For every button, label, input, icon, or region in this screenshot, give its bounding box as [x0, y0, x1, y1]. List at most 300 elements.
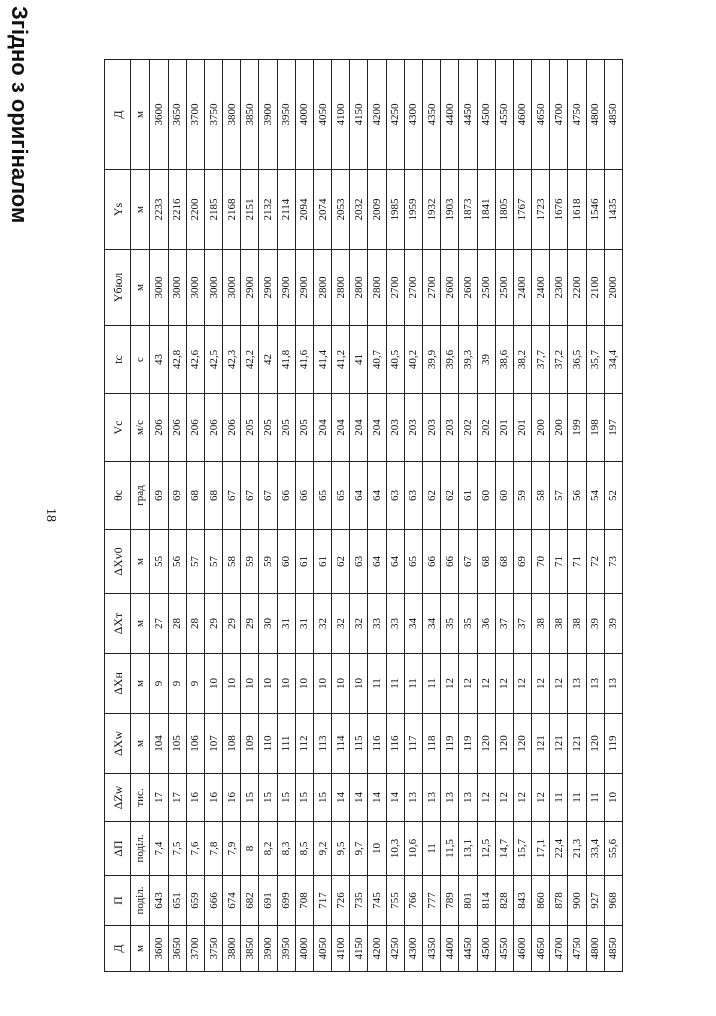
table-cell: 9,2 — [313, 822, 331, 876]
table-cell: 4550 — [495, 60, 513, 170]
table-cell: 4250 — [386, 60, 404, 170]
table-cell: 4850 — [604, 926, 622, 972]
table-cell: 34 — [404, 594, 422, 654]
table-cell: 27 — [150, 594, 168, 654]
table-cell: 17 — [168, 774, 186, 822]
table-cell: 10 — [277, 654, 295, 714]
table-cell: 28 — [168, 594, 186, 654]
table-cell: 120 — [477, 714, 495, 774]
table-cell: 4500 — [477, 60, 495, 170]
table-cell: 15,7 — [513, 822, 531, 876]
table-cell: 203 — [441, 394, 459, 462]
table-cell: 117 — [404, 714, 422, 774]
table-cell: 205 — [295, 394, 313, 462]
table-cell: 120 — [586, 714, 604, 774]
table-cell: ΔXт — [105, 594, 131, 654]
table-cell: 8,3 — [277, 822, 295, 876]
table-cell: 42,2 — [241, 326, 259, 394]
table-cell: 16 — [186, 774, 204, 822]
table-cell: 42,6 — [186, 326, 204, 394]
table-cell: 9 — [150, 654, 168, 714]
table-cell: 31 — [277, 594, 295, 654]
table-cell: 203 — [404, 394, 422, 462]
table-cell: м — [131, 530, 150, 594]
table-row — [513, 60, 531, 972]
table-cell: 61 — [313, 530, 331, 594]
table-row — [459, 60, 477, 972]
table-cell: 67 — [259, 462, 277, 530]
table-cell: 204 — [368, 394, 386, 462]
table-cell: 32 — [332, 594, 350, 654]
table-cell: 203 — [386, 394, 404, 462]
table-cell: 11 — [368, 654, 386, 714]
table-cell: 2151 — [241, 170, 259, 250]
table-cell: 42,3 — [223, 326, 241, 394]
table-cell: Ys — [105, 170, 131, 250]
table-cell: 2300 — [550, 250, 568, 326]
table-cell: 14 — [350, 774, 368, 822]
table-cell: 62 — [423, 462, 441, 530]
table-cell: 2216 — [168, 170, 186, 250]
table-cell: 9 — [186, 654, 204, 714]
table-cell: 29 — [223, 594, 241, 654]
table-cell: 3650 — [168, 60, 186, 170]
table-cell: 2800 — [313, 250, 331, 326]
table-cell: 900 — [568, 876, 586, 926]
table-cell: 39,3 — [459, 326, 477, 394]
table-cell: 57 — [186, 530, 204, 594]
table-cell: 14,7 — [495, 822, 513, 876]
certification-stamp: Згідно з оригіналом — [7, 6, 32, 224]
table-cell: ΔП — [105, 822, 131, 876]
table-cell: ΔZw — [105, 774, 131, 822]
table-cell: 10 — [223, 654, 241, 714]
table-cell: 39 — [604, 594, 622, 654]
table-cell: 3000 — [150, 250, 168, 326]
table-cell: 2100 — [586, 250, 604, 326]
table-cell: 34 — [423, 594, 441, 654]
table-cell: 10 — [241, 654, 259, 714]
table-cell: 12 — [513, 654, 531, 714]
table-cell: 40,2 — [404, 326, 422, 394]
table-cell: 110 — [259, 714, 277, 774]
table-cell: 726 — [332, 876, 350, 926]
table-cell: 2900 — [295, 250, 313, 326]
table-cell: 109 — [241, 714, 259, 774]
table-cell: 22,4 — [550, 822, 568, 876]
table-cell: 37 — [495, 594, 513, 654]
table-cell: 666 — [204, 876, 222, 926]
table-cell: 860 — [532, 876, 550, 926]
table-cell: 1959 — [404, 170, 422, 250]
table-cell: ΔXн — [105, 654, 131, 714]
table-cell: 4050 — [313, 926, 331, 972]
table-cell: 1841 — [477, 170, 495, 250]
table-cell: 35 — [459, 594, 477, 654]
table-cell: ΔXv0 — [105, 530, 131, 594]
table-row — [477, 60, 495, 972]
table-cell: 2900 — [241, 250, 259, 326]
table-cell: 1676 — [550, 170, 568, 250]
table-cell: 1435 — [604, 170, 622, 250]
table-cell: 29 — [204, 594, 222, 654]
table-cell: 4300 — [404, 926, 422, 972]
table-cell: 12 — [532, 774, 550, 822]
table-cell: 63 — [404, 462, 422, 530]
table-cell: 198 — [586, 394, 604, 462]
table-cell: 2132 — [259, 170, 277, 250]
table-cell: 12 — [495, 774, 513, 822]
table-row — [350, 60, 368, 972]
table-cell: 10 — [313, 654, 331, 714]
table-cell: Д — [105, 926, 131, 972]
table-cell: 1723 — [532, 170, 550, 250]
table-cell: 34,4 — [604, 326, 622, 394]
table-cell: 2094 — [295, 170, 313, 250]
table-cell: 205 — [241, 394, 259, 462]
table-cell: 1805 — [495, 170, 513, 250]
table-cell: 3800 — [223, 60, 241, 170]
table-row — [550, 60, 568, 972]
table-body — [105, 60, 623, 972]
table-cell: 65 — [404, 530, 422, 594]
table-cell: 3750 — [204, 60, 222, 170]
table-cell: 4000 — [295, 926, 313, 972]
table-cell: 4600 — [513, 926, 531, 972]
table-cell: 58 — [532, 462, 550, 530]
table-cell: 13,1 — [459, 822, 477, 876]
table-cell: 11 — [423, 822, 441, 876]
table-cell: 1546 — [586, 170, 604, 250]
table-cell: 7,5 — [168, 822, 186, 876]
table-cell: 717 — [313, 876, 331, 926]
table-cell: 41,8 — [277, 326, 295, 394]
table-cell: 71 — [568, 530, 586, 594]
table-cell: 64 — [368, 462, 386, 530]
table-row — [568, 60, 586, 972]
table-row — [532, 60, 550, 972]
table-row — [495, 60, 513, 972]
table-cell: 4300 — [404, 60, 422, 170]
table-cell: 2074 — [313, 170, 331, 250]
table-row — [404, 60, 422, 972]
table-cell: 2233 — [150, 170, 168, 250]
table-cell: 12 — [459, 654, 477, 714]
table-cell: 691 — [259, 876, 277, 926]
table-cell: 4350 — [423, 60, 441, 170]
table-cell: 2900 — [277, 250, 295, 326]
table-cell: 33,4 — [586, 822, 604, 876]
table-cell: П — [105, 876, 131, 926]
table-cell: 9 — [168, 654, 186, 714]
table-cell: 13 — [423, 774, 441, 822]
table-cell: с — [131, 326, 150, 394]
table-cell: 4450 — [459, 60, 477, 170]
table-cell: 2032 — [350, 170, 368, 250]
table-cell: 651 — [168, 876, 186, 926]
table-cell: 32 — [313, 594, 331, 654]
table-cell: 69 — [168, 462, 186, 530]
table-cell: 3900 — [259, 60, 277, 170]
table-cell: 3600 — [150, 60, 168, 170]
table-cell: 4250 — [386, 926, 404, 972]
firing-table — [104, 59, 623, 972]
table-cell: 2800 — [368, 250, 386, 326]
table-cell: 40,7 — [368, 326, 386, 394]
table-cell: 1618 — [568, 170, 586, 250]
table-cell: 13 — [568, 654, 586, 714]
table-cell: 206 — [223, 394, 241, 462]
page-number: 18 — [43, 508, 58, 522]
table-cell: м — [131, 60, 150, 170]
table-cell: 42,8 — [168, 326, 186, 394]
table-cell: Д — [105, 60, 131, 170]
table-cell: 1767 — [513, 170, 531, 250]
table-cell: 2200 — [186, 170, 204, 250]
table-cell: 8,5 — [295, 822, 313, 876]
table-row — [168, 60, 186, 972]
table-cell: 108 — [223, 714, 241, 774]
table-cell: 3650 — [168, 926, 186, 972]
table-cell: 14 — [332, 774, 350, 822]
table-cell: 206 — [204, 394, 222, 462]
table-cell: 10 — [204, 654, 222, 714]
table-cell: tc — [105, 326, 131, 394]
table-cell: 12 — [513, 774, 531, 822]
table-cell: 13 — [441, 774, 459, 822]
table-cell: 7,9 — [223, 822, 241, 876]
table-cell: 206 — [150, 394, 168, 462]
table-row — [386, 60, 404, 972]
table-cell: 36 — [477, 594, 495, 654]
table-cell: 56 — [568, 462, 586, 530]
table-cell: 674 — [223, 876, 241, 926]
table-cell: 3700 — [186, 60, 204, 170]
table-cell: 16 — [204, 774, 222, 822]
table-cell: м — [131, 170, 150, 250]
table-row — [186, 60, 204, 972]
table-cell: 54 — [586, 462, 604, 530]
table-cell: 121 — [550, 714, 568, 774]
table-cell: 73 — [604, 530, 622, 594]
table-cell: 67 — [459, 530, 477, 594]
table-cell: 68 — [477, 530, 495, 594]
table-cell: 2800 — [350, 250, 368, 326]
table-cell: 2400 — [532, 250, 550, 326]
table-cell: 11 — [386, 654, 404, 714]
table-cell: 7,6 — [186, 822, 204, 876]
table-cell: 15 — [277, 774, 295, 822]
table-cell: 708 — [295, 876, 313, 926]
table-cell: 33 — [368, 594, 386, 654]
table-cell: 2700 — [423, 250, 441, 326]
table-cell: 68 — [186, 462, 204, 530]
table-cell: 68 — [204, 462, 222, 530]
table-cell: 2500 — [495, 250, 513, 326]
table-cell: 4850 — [604, 60, 622, 170]
table-cell: 65 — [332, 462, 350, 530]
table-cell: 64 — [350, 462, 368, 530]
table-cell: 119 — [441, 714, 459, 774]
table-cell: 38,2 — [513, 326, 531, 394]
table-cell: 1903 — [441, 170, 459, 250]
table-cell: 106 — [186, 714, 204, 774]
table-cell: 59 — [259, 530, 277, 594]
table-cell: 42,5 — [204, 326, 222, 394]
table-cell: 9,5 — [332, 822, 350, 876]
table-cell: 204 — [350, 394, 368, 462]
table-cell: 70 — [532, 530, 550, 594]
table-cell: 2500 — [477, 250, 495, 326]
table-cell: 104 — [150, 714, 168, 774]
header-row — [105, 60, 131, 972]
table-cell: 4200 — [368, 926, 386, 972]
table-cell: 11 — [550, 774, 568, 822]
table-cell: 735 — [350, 876, 368, 926]
table-cell: 843 — [513, 876, 531, 926]
table-cell: 2185 — [204, 170, 222, 250]
table-cell: 699 — [277, 876, 295, 926]
table-row — [204, 60, 222, 972]
table-cell: 4500 — [477, 926, 495, 972]
table-cell: 4000 — [295, 60, 313, 170]
table-cell: ΔXw — [105, 714, 131, 774]
table-cell: 56 — [168, 530, 186, 594]
table-cell: 41,6 — [295, 326, 313, 394]
table-cell: 64 — [386, 530, 404, 594]
table-cell: 38 — [568, 594, 586, 654]
table-row — [586, 60, 604, 972]
table-cell: 15 — [295, 774, 313, 822]
table-cell: поділ. — [131, 876, 150, 926]
table-cell: 63 — [386, 462, 404, 530]
table-cell: тис. — [131, 774, 150, 822]
table-cell: 201 — [495, 394, 513, 462]
table-cell: 35 — [441, 594, 459, 654]
table-cell: 2600 — [459, 250, 477, 326]
table-cell: м — [131, 714, 150, 774]
table-cell: 107 — [204, 714, 222, 774]
table-cell: 15 — [241, 774, 259, 822]
table-row — [604, 60, 622, 972]
table-cell: 58 — [223, 530, 241, 594]
table-cell: 3000 — [204, 250, 222, 326]
table-cell: 3900 — [259, 926, 277, 972]
table-row — [241, 60, 259, 972]
table-cell: 745 — [368, 876, 386, 926]
table-cell: 12 — [477, 774, 495, 822]
table-cell: 200 — [532, 394, 550, 462]
table-cell: 60 — [277, 530, 295, 594]
table-cell: 659 — [186, 876, 204, 926]
table-cell: 9,7 — [350, 822, 368, 876]
table-cell: 62 — [332, 530, 350, 594]
table-cell: 682 — [241, 876, 259, 926]
table-cell: 206 — [168, 394, 186, 462]
table-cell: 40,5 — [386, 326, 404, 394]
table-cell: м/с — [131, 394, 150, 462]
table-cell: 114 — [332, 714, 350, 774]
table-row — [441, 60, 459, 972]
table-cell: 39,6 — [441, 326, 459, 394]
table-cell: 204 — [332, 394, 350, 462]
table-cell: м — [131, 594, 150, 654]
table-cell: 64 — [368, 530, 386, 594]
table-cell: 55,6 — [604, 822, 622, 876]
table-cell: 13 — [404, 774, 422, 822]
table-cell: 66 — [423, 530, 441, 594]
table-cell: 10,3 — [386, 822, 404, 876]
table-row — [368, 60, 386, 972]
table-cell: 4800 — [586, 60, 604, 170]
table-cell: 116 — [386, 714, 404, 774]
table-cell: 3000 — [223, 250, 241, 326]
table-cell: 115 — [350, 714, 368, 774]
table-cell: 67 — [223, 462, 241, 530]
table-cell: 3750 — [204, 926, 222, 972]
table-cell: 3800 — [223, 926, 241, 972]
table-cell: 31 — [295, 594, 313, 654]
table-cell: 4400 — [441, 60, 459, 170]
table-cell: 2400 — [513, 250, 531, 326]
table-cell: 120 — [513, 714, 531, 774]
table-cell: 119 — [459, 714, 477, 774]
table-cell: 111 — [277, 714, 295, 774]
table-cell: 2900 — [259, 250, 277, 326]
table-cell: 878 — [550, 876, 568, 926]
table-cell: 59 — [241, 530, 259, 594]
table-cell: 13 — [586, 654, 604, 714]
table-cell: 29 — [241, 594, 259, 654]
table-cell: 4150 — [350, 60, 368, 170]
table-row — [277, 60, 295, 972]
table-cell: 10 — [259, 654, 277, 714]
table-cell: 7,8 — [204, 822, 222, 876]
table-cell: 121 — [532, 714, 550, 774]
table-cell: 38,6 — [495, 326, 513, 394]
table-cell: 66 — [277, 462, 295, 530]
table-cell: 52 — [604, 462, 622, 530]
table-cell: 8 — [241, 822, 259, 876]
table-cell: 33 — [386, 594, 404, 654]
table-cell: 12,5 — [477, 822, 495, 876]
table-cell: 32 — [350, 594, 368, 654]
table-cell: 205 — [277, 394, 295, 462]
table-cell: 4350 — [423, 926, 441, 972]
table-cell: 199 — [568, 394, 586, 462]
table-cell: 755 — [386, 876, 404, 926]
table-cell: 2800 — [332, 250, 350, 326]
table-row — [150, 60, 168, 972]
table-cell: 67 — [241, 462, 259, 530]
table-cell: 63 — [350, 530, 368, 594]
table-cell: 4100 — [332, 60, 350, 170]
table-cell: 120 — [495, 714, 513, 774]
units-row — [131, 60, 150, 972]
table-cell: 13 — [459, 774, 477, 822]
table-cell: 17,1 — [532, 822, 550, 876]
table-cell: 2114 — [277, 170, 295, 250]
table-cell: 12 — [441, 654, 459, 714]
table-cell: 202 — [477, 394, 495, 462]
table-row — [332, 60, 350, 972]
table-cell: 3950 — [277, 60, 295, 170]
table-cell: 39,9 — [423, 326, 441, 394]
table-cell: 16 — [223, 774, 241, 822]
table-cell: 11 — [586, 774, 604, 822]
table-cell: 14 — [368, 774, 386, 822]
table-cell: 2700 — [386, 250, 404, 326]
